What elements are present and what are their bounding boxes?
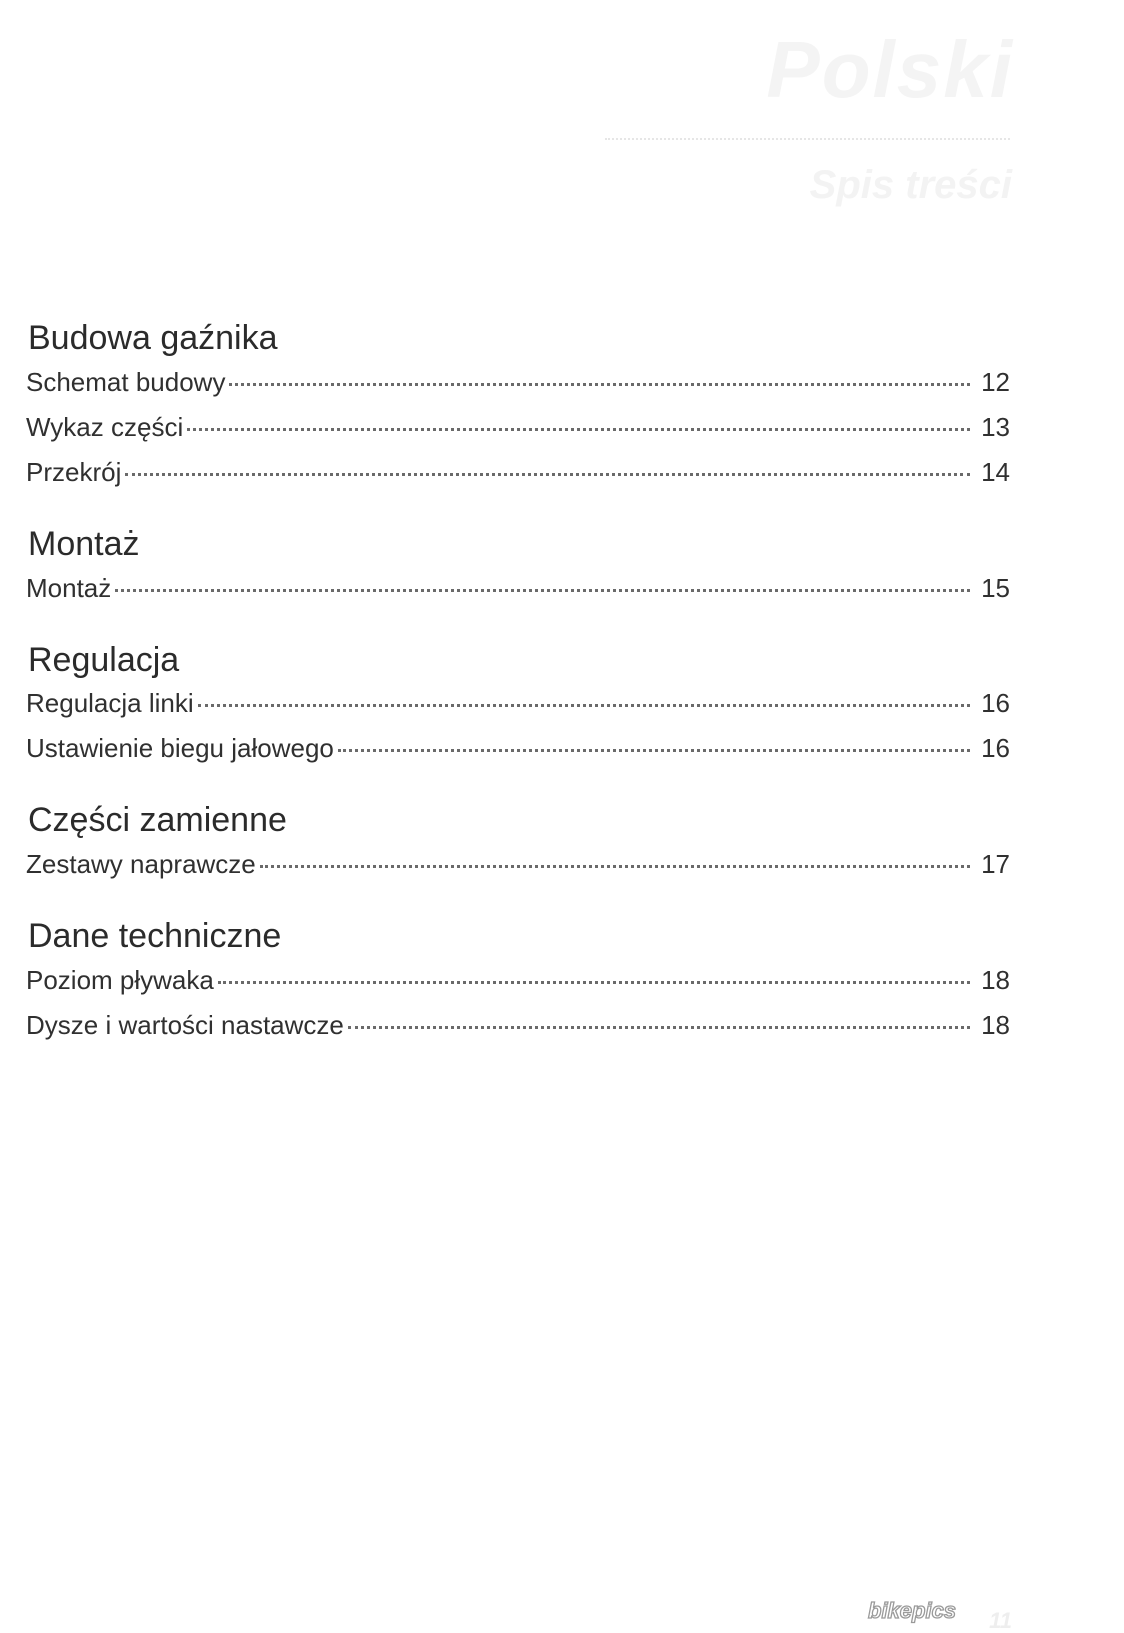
- toc-section-czesci: [26, 800, 1010, 894]
- dot-leader: [229, 383, 970, 386]
- entry-page-number: 16: [981, 688, 1010, 719]
- watermark-text: bikepics: [868, 1598, 957, 1623]
- dot-leader: [348, 1026, 970, 1029]
- language-title: Polski: [766, 25, 1014, 114]
- entry-page-number: 18: [981, 964, 1010, 995]
- entry-page-number: 13: [981, 411, 1010, 442]
- entry-label: Schemat budowy: [26, 366, 226, 397]
- entry-label: Dysze i wartości nastawcze: [26, 1009, 344, 1040]
- header-divider: [605, 138, 1010, 140]
- entry-label: Montaż: [26, 572, 112, 603]
- toc-section-montaz: [26, 524, 1010, 618]
- dot-leader: [218, 981, 970, 984]
- page-number: 11: [989, 1608, 1012, 1633]
- entry-page-number: 17: [981, 849, 1010, 880]
- toc-section-regulacja: [26, 640, 1010, 779]
- toc-entry[interactable]: [26, 849, 1010, 894]
- watermark-logo: [864, 1598, 1054, 1624]
- entry-label: Przekrój: [26, 456, 122, 487]
- section-heading: Budowa gaźnika: [28, 319, 278, 357]
- dot-leader: [187, 428, 970, 431]
- dot-leader: [338, 749, 970, 752]
- toc-entry[interactable]: [26, 412, 1010, 457]
- entry-label: Wykaz części: [26, 411, 184, 442]
- dot-leader: [260, 865, 970, 868]
- dot-leader: [198, 704, 970, 707]
- toc-title: Spis treści: [809, 163, 1012, 207]
- entry-label: Poziom pływaka: [26, 964, 214, 995]
- entry-page-number: 18: [981, 1009, 1010, 1040]
- section-heading: Regulacja: [28, 640, 180, 679]
- toc-entry[interactable]: [26, 965, 1010, 1010]
- entry-label: Regulacja linki: [26, 688, 194, 719]
- toc-entry[interactable]: [26, 1010, 1010, 1055]
- dot-leader: [115, 589, 970, 592]
- toc-entry[interactable]: [26, 457, 1010, 502]
- entry-page-number: 12: [981, 366, 1010, 397]
- toc-entry[interactable]: [26, 733, 1010, 778]
- section-heading: Części zamienne: [28, 801, 287, 840]
- table-of-contents: [26, 318, 1010, 1077]
- toc-entry[interactable]: [26, 367, 1010, 412]
- entry-page-number: 16: [981, 733, 1010, 764]
- toc-entry[interactable]: [26, 688, 1010, 733]
- dot-leader: [125, 473, 970, 476]
- entry-label: Ustawienie biegu jałowego: [26, 733, 334, 764]
- toc-entry[interactable]: [26, 573, 1010, 618]
- entry-page-number: 14: [981, 456, 1010, 487]
- toc-section-budowa: [26, 318, 1010, 502]
- section-heading: Dane techniczne: [28, 917, 282, 956]
- section-heading: Montaż: [28, 524, 140, 563]
- toc-section-dane: [26, 916, 1010, 1055]
- entry-label: Zestawy naprawcze: [26, 849, 256, 880]
- entry-page-number: 15: [981, 572, 1010, 603]
